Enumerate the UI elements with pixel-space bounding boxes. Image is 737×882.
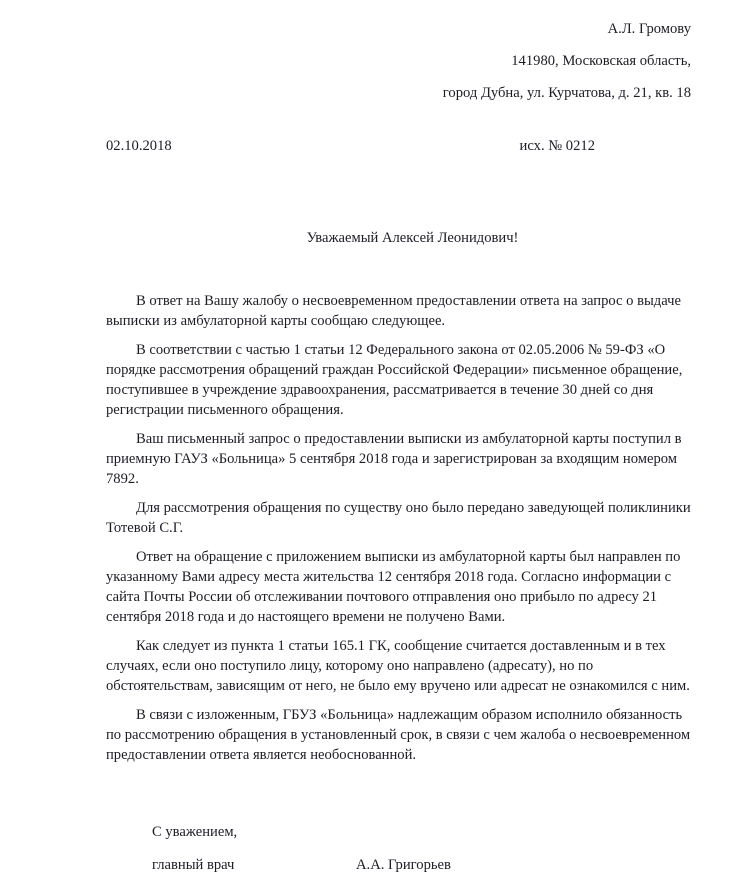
recipient-block [106,13,691,109]
outgoing-ref-number: исх. № 0212 [519,138,595,154]
paragraph: Ваш письменный запрос о предоставлении выписки из амбулаторной карты поступил в приемную ГАУЗ «Больница» 5 сентября 2018 года и зарегистрирован за входящим номером 7892. [106,431,682,487]
letter-date: 02.10.2018 [106,138,172,154]
paragraph: Ответ на обращение с приложением выписки из амбулаторной карты был направлен по указанному Вами адресу места жительства 12 сентября 2018 года. Согласно информации с сайта Почты России об отслеживании почтового отправления оно прибыло по адресу 21 сентября 2018 года и до настоящего времени не получено Вами. [106,549,681,625]
paragraph: В связи с изложенным, ГБУЗ «Больница» надлежащим образом исполнило обязанность по рассмотрению обращения в установленный срок, в связи с чем жалоба о несвоевременном предоставлении ответа является необоснованной. [106,707,691,763]
recipient-address-line2: город Дубна, ул. Курчатова, д. 21, кв. 18 [442,85,691,101]
meta-row [106,136,691,156]
signer-name: А.А. Григорьев [356,857,451,873]
salutation: Уважаемый Алексей Леонидович! [306,230,519,246]
paragraph: В соответствии с частью 1 статьи 12 Федерального закона от 02.05.2006 № 59-ФЗ «О порядке рассмотрения обращений граждан Российской Федерации» письменное обращение, поступившее в учреждение здравоохранения, рассматривается в течение 30 дней со дня регистрации письменного обращения. [106,342,683,418]
closing-block [106,816,691,882]
recipient-name: А.Л. Громову [607,21,691,37]
closing-regards: С уважением, [152,824,238,840]
recipient-address-line1: 141980, Московская область, [511,53,691,69]
paragraph: В ответ на Вашу жалобу о несвоевременном предоставлении ответа на запрос о выдаче выписки из амбулаторной карты сообщаю следующее. [106,293,681,329]
signoff-row [106,849,691,882]
paragraph: Как следует из пункта 1 статьи 165.1 ГК, сообщение считается доставленным и в тех случаях, если оно поступило лицу, которому оно направлено (адресату), но по обстоятельствам, зависящим от него, не было ему вручено или адресат не ознакомился с ним. [106,638,690,694]
signer-position: главный врач [152,857,235,873]
paragraph: Для рассмотрения обращения по существу оно было передано заведующей поликлиники Тотевой С.Г. [106,500,691,536]
letter-body [106,291,691,765]
